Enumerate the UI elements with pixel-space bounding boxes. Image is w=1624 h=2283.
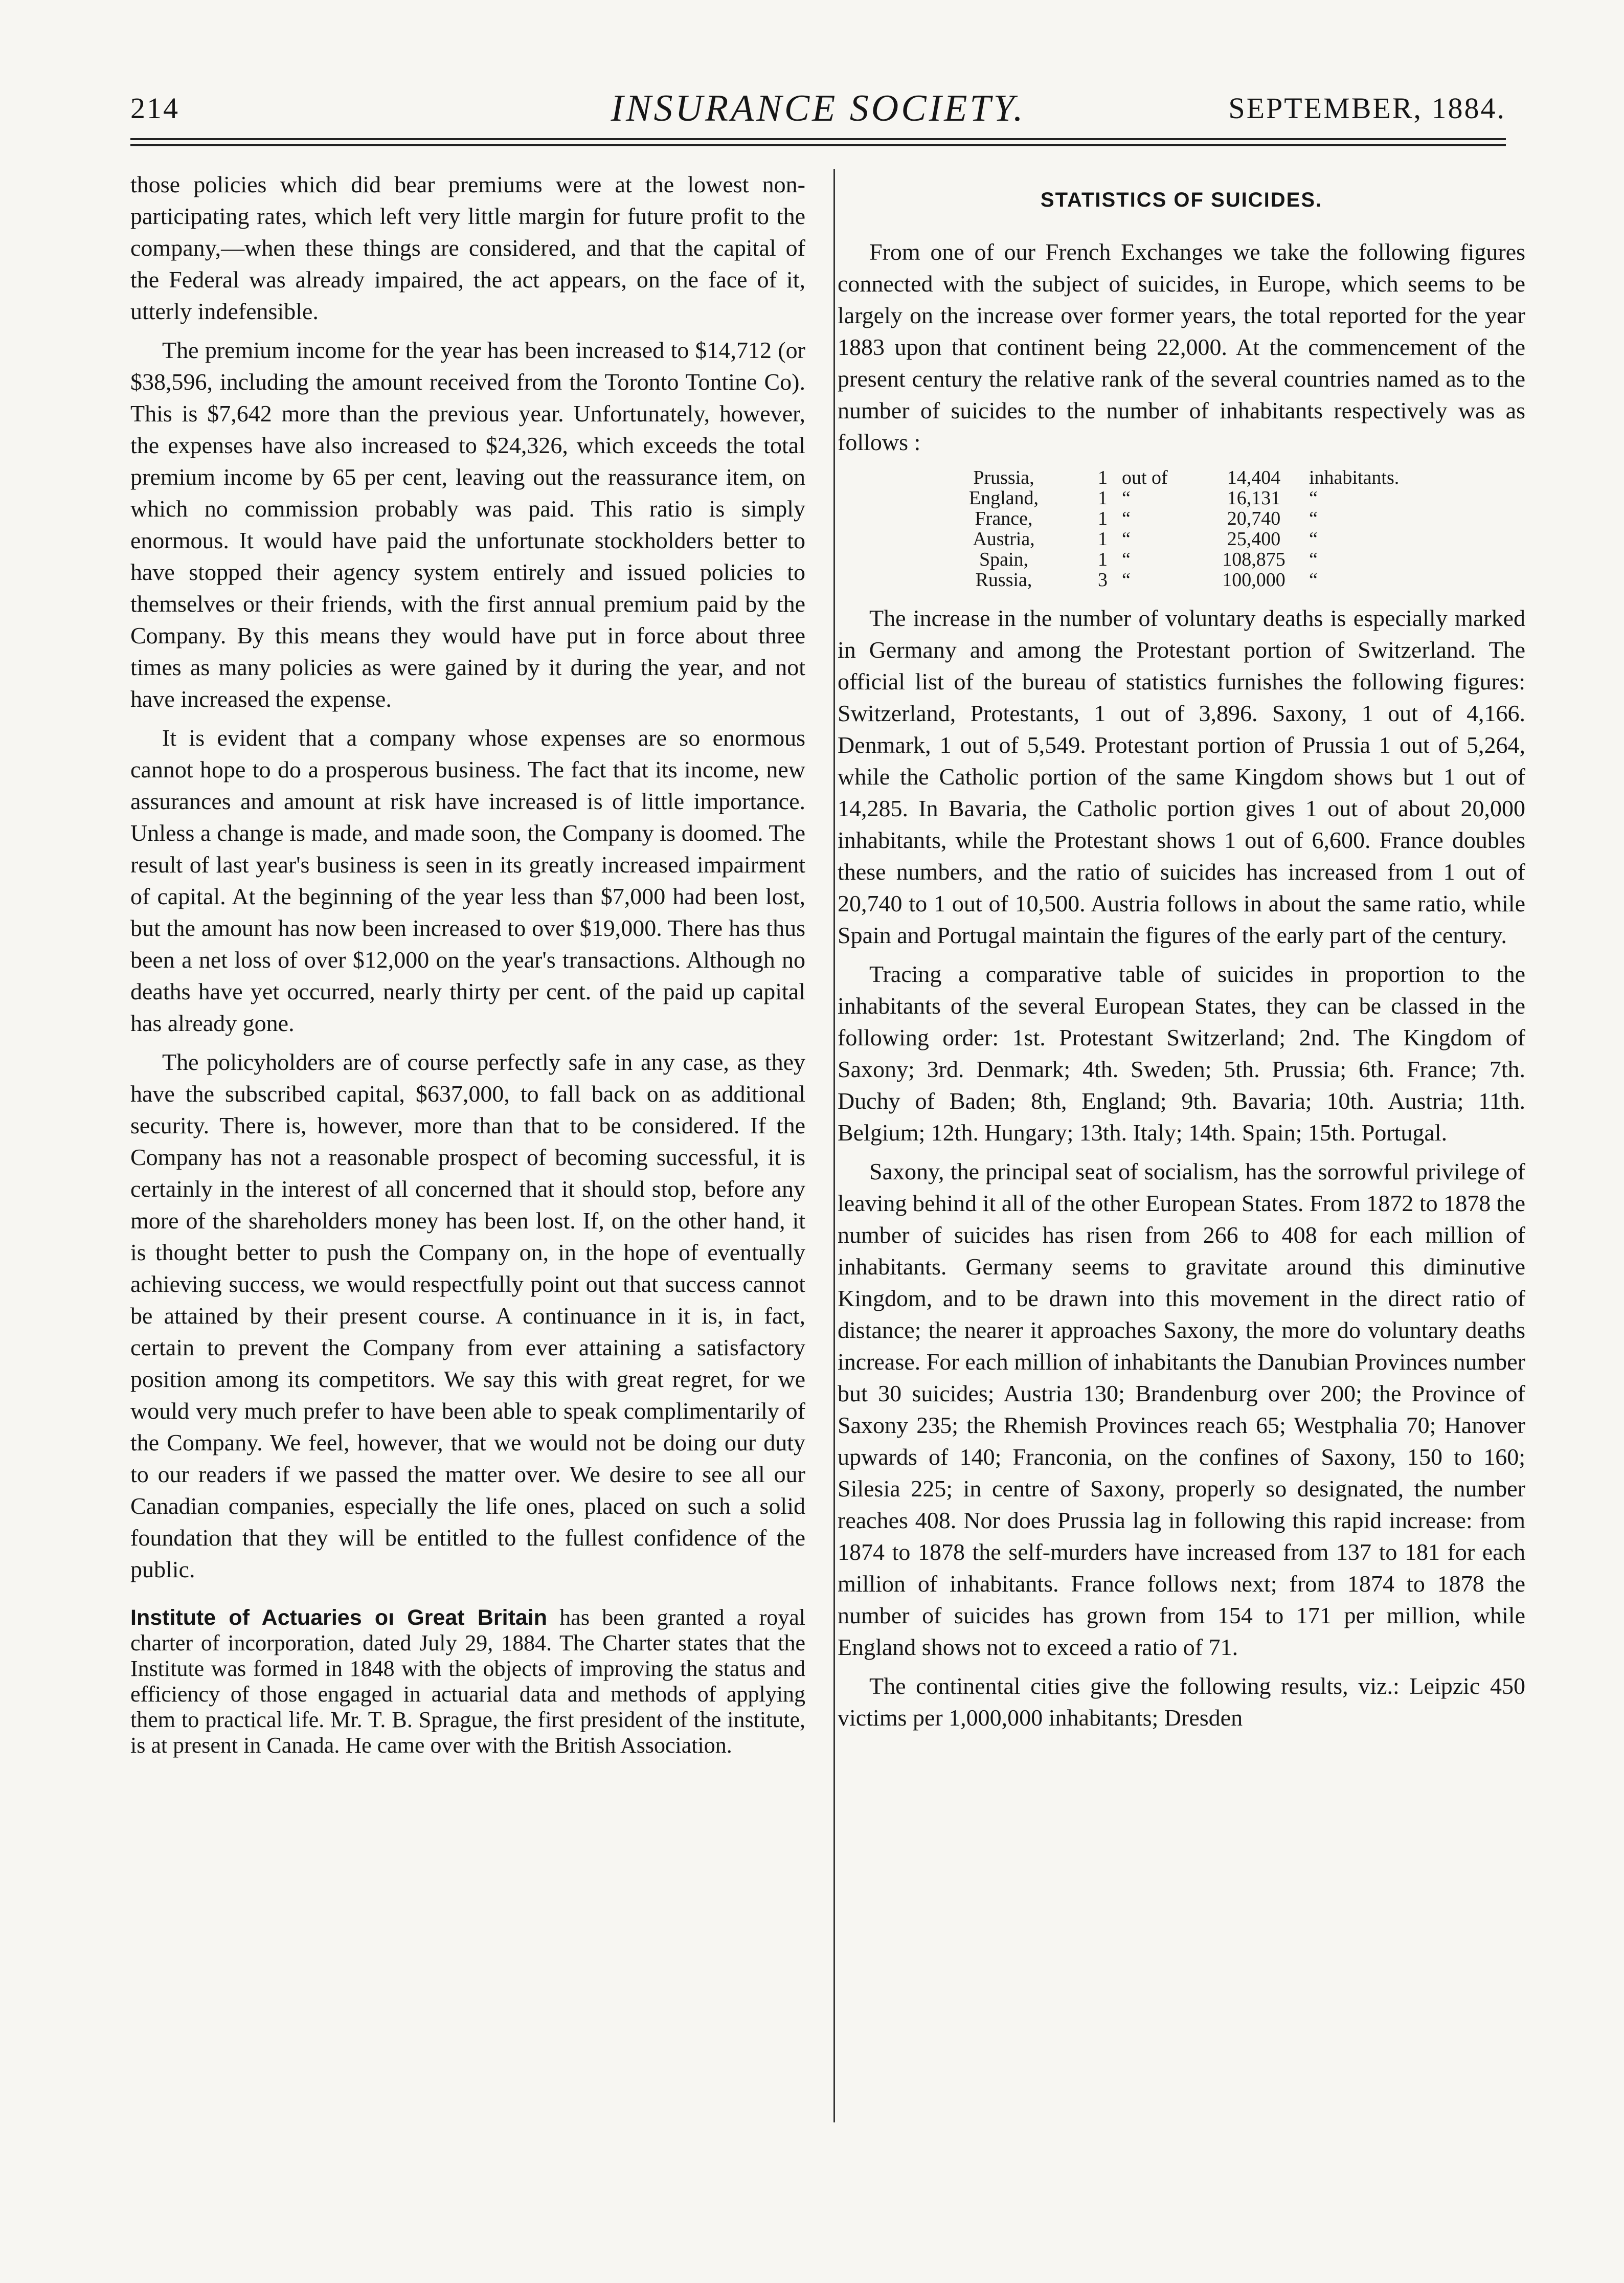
journal-title: INSURANCE SOCIETY.	[611, 87, 1026, 129]
table-cell-inhabitants: 14,404	[1227, 467, 1281, 488]
paragraph: those policies which did bear premiums were at the lowest non-participating rates, which left very little margin for future profit to the company,—when these things are considered, and that the capital of the Federal was already impaired, the act appears, on the face of it, utterly indefensible.	[130, 171, 805, 324]
left-column	[130, 169, 805, 1758]
page-number: 214	[130, 92, 179, 125]
paragraph: The policyholders are of course perfectly safe in any case, as they have the subscribed capital, $637,000, to fall back on as additional security. There is, however, more than that to be considered. If the Company has not a reasonable prospect of becoming successful, it is certainly in the interest of all concerned that it should stop, before any more of the shareholders money has been lost. If, on the other hand, it is thought better to push the Company on, in the hope of eventually achieving success, we would respectfully point out that success cannot be attained by their present course. A continuance in it is, in fact, certain to prevent the Company from ever attaining a satisfactory position among its competitors. We say this with great regret, for we would very much prefer to have been able to speak complimentarily of the Company. We feel, however, that we would not be doing our duty to our readers if we passed the matter over. We desire to see all our Canadian companies, especially the life ones, placed on such a solid foundation that they will be entitled to the fullest confidence of the public.	[130, 1049, 805, 1582]
table-cell-country: England,	[968, 487, 1039, 509]
intro-paragraph: From one of our French Exchanges we take the following figures connected with the subject of suicides, in Europe, which seems to be largely on the increase over former years, the total reported for the year 1883 upon that continent being 22,000. At the commencement of the present century the relative rank of the several countries named as to the number of suicides to the number of inhabitants respectively was as follows :	[838, 239, 1525, 455]
table-cell-country: Russia,	[975, 569, 1032, 591]
table-row	[838, 508, 1449, 529]
notice-lead: Institute of Actuaries oı Great Britain	[130, 1605, 548, 1630]
table-cell-country: France,	[975, 508, 1033, 529]
paragraph: The continental cities give the following results, viz.: Leipzic 450 victims per 1,000,000 inhabitants; Dresden	[838, 1673, 1525, 1731]
table-cell-num: 1	[1098, 528, 1108, 550]
table-cell-label: “	[1309, 569, 1318, 591]
table-cell-out: “	[1122, 508, 1131, 529]
table-cell-out: “	[1122, 569, 1131, 591]
table-cell-country: Spain,	[979, 549, 1029, 570]
paragraph: Saxony, the principal seat of socialism, has the sorrowful privilege of leaving behind it all of the other European States. From 1872 to 1878 the number of suicides has risen from 266 to 408 for each million of inhabitants. Germany seems to gravitate around this diminutive Kingdom, and to be drawn into this movement in the direct ratio of distance; the nearer it approaches Saxony, the more do voluntary deaths increase. For each million of inhabitants the Danubian Provinces number but 30 suicides; Austria 130; Brandenburg over 200; the Province of Saxony 235; the Rhemish Provinces reach 65; Westphalia 70; Hanover upwards of 140; Franconia, on the confines of Saxony, 150 to 160; Silesia 225; in centre of Saxony, properly so designated, the number reaches 408. Nor does Prussia lag in following this rapid increase: from 1874 to 1878 the self-murders have increased from 137 to 181 for each million of inhabitants. France follows next; from 1874 to 1878 the number of suicides has grown from 154 to 171 per million, while England shows not to exceed a ratio of 71.	[838, 1158, 1525, 1660]
table-cell-label: “	[1309, 549, 1318, 570]
notice-body: has been granted a royal charter of incorporation, dated July 29, 1884. The Charter states that the Institute was formed in 1848 with the objects of improving the status and efficiency of those engaged in actuarial data and methods of applying them to practical life. Mr. T. B. Sprague, the first president of the institute, is at present in Canada. He came over with the British Association.	[130, 1605, 805, 1758]
table-cell-label: “	[1309, 528, 1318, 550]
table-row	[838, 529, 1449, 549]
paragraph: It is evident that a company whose expenses are so enormous cannot hope to do a prosperous business. The fact that its income, new assurances and amount at risk have increased is of little importance. Unless a change is made, and made soon, the Company is doomed. The result of last year's business is seen in its greatly increased impairment of capital. At the beginning of the year less than $7,000 had been lost, but the amount has now been increased to over $19,000. There has thus been a net loss of over $12,000 on the year's transactions. Although no deaths have yet occurred, nearly thirty per cent. of the paid up capital has already gone.	[130, 725, 805, 1036]
table-cell-out: “	[1122, 528, 1131, 550]
header-rule-bottom	[130, 144, 1506, 146]
table-cell-label: inhabitants.	[1309, 467, 1400, 488]
table-cell-inhabitants: 16,131	[1227, 487, 1281, 509]
table-cell-num: 1	[1098, 487, 1108, 509]
table-cell-out: out of	[1122, 467, 1168, 488]
section-title: STATISTICS OF SUICIDES.	[1040, 189, 1323, 211]
table-cell-label: “	[1309, 487, 1318, 509]
table-cell-out: “	[1122, 549, 1131, 570]
table-cell-inhabitants: 25,400	[1227, 528, 1281, 550]
suicide-statistics-table	[838, 467, 1449, 590]
table-cell-num: 1	[1098, 549, 1108, 570]
table-cell-num: 1	[1098, 467, 1108, 488]
table-cell-inhabitants: 100,000	[1222, 569, 1285, 591]
table-cell-country: Prussia,	[973, 467, 1034, 488]
table-row	[838, 549, 1449, 570]
right-column	[833, 174, 1525, 1741]
paragraph: Tracing a comparative table of suicides in proportion to the inhabitants of the several European States, they can be classed in the following order: 1st. Protestant Switzerland; 2nd. The Kingdom of Saxony; 3rd. Denmark; 4th. Sweden; 5th. Prussia; 6th. France; 7th. Duchy of Baden; 8th, England; 9th. Bavaria; 10th. Austria; 11th. Belgium; 12th. Hungary; 13th. Italy; 14th. Spain; 15th. Portugal.	[838, 961, 1525, 1146]
institute-notice	[130, 1605, 805, 1758]
issue-date: SEPTEMBER, 1884.	[1228, 92, 1506, 125]
paragraph: The increase in the number of voluntary deaths is especially marked in Germany and among the Protestant portion of Switzerland. The official list of the bureau of statistics furnishes the following figures: Switzerland, Protestants, 1 out of 3,896. Saxony, 1 out of 4,166. Denmark, 1 out of 5,549. Protestant portion of Prussia 1 out of 5,264, while the Catholic portion of the same Kingdom shows but 1 out of 14,285. In Bavaria, the Catholic portion gives 1 out of about 20,000 inhabitants, while the Protestant shows 1 out of 6,600. France doubles these numbers, and the ratio of suicides has increased from 1 out of 20,740 to 1 out of 10,500. Austria follows in about the same ratio, while Spain and Portugal maintain the figures of the early part of the century.	[838, 605, 1525, 948]
table-row	[838, 570, 1449, 590]
table-cell-inhabitants: 108,875	[1222, 549, 1285, 570]
table-cell-num: 3	[1098, 569, 1108, 591]
header-rule-top	[130, 138, 1506, 140]
paragraph: The premium income for the year has been increased to $14,712 (or $38,596, including the amount received from the Toronto Tontine Co). This is $7,642 more than the previous year. Unfortunately, however, the expenses have also increased to $24,326, which exceeds the total premium income by 65 per cent, leaving out the reassurance item, on which no commission probably was paid. This ratio is simply enormous. It would have paid the unfortunate stockholders better to have stopped their agency system entirely and issued policies to themselves or their friends, with the first annual premium paid by the Company. By this means they would have put in force about three times as many policies as were gained by it during the year, and not have increased the expense.	[130, 337, 805, 712]
table-cell-inhabitants: 20,740	[1227, 508, 1281, 529]
table-row	[838, 467, 1449, 488]
table-cell-label: “	[1309, 508, 1318, 529]
table-cell-num: 1	[1098, 508, 1108, 529]
table-cell-out: “	[1122, 487, 1131, 509]
page-header	[130, 87, 1506, 138]
table-row	[838, 488, 1449, 508]
table-cell-country: Austria,	[973, 528, 1035, 550]
